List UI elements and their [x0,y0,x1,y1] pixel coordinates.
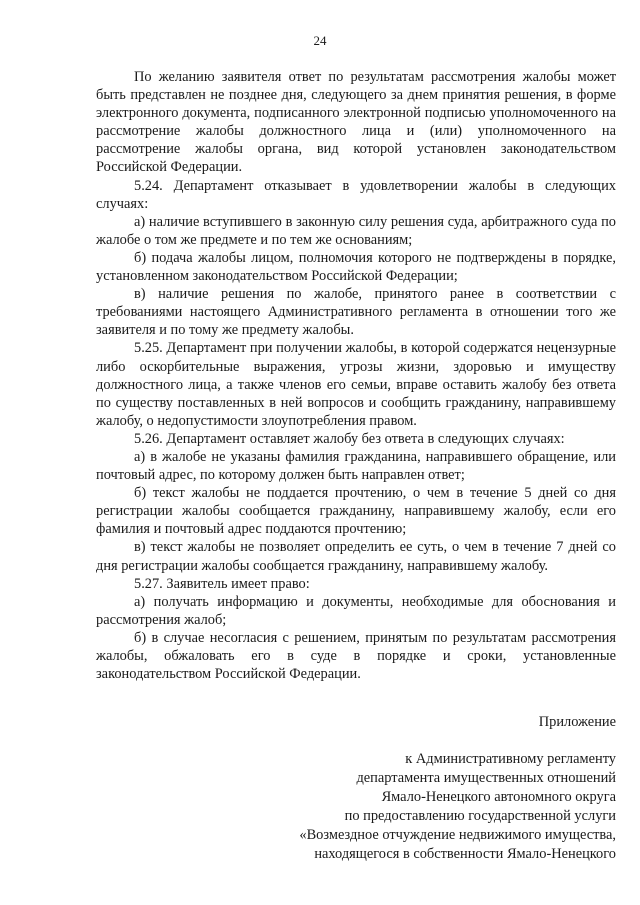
paragraph-5-24-c: в) наличие решения по жалобе, принятого ранее в соответствии с требованиями настоящего Административного регламента в отношении того же заявителя и по тому же предмету жалобы. [96,286,616,339]
paragraph-5-24-b: б) подача жалобы лицом, полномочия которого не подтверждены в порядке, установленном законодательством Российской Федерации; [96,249,616,285]
appendix-line: к Административному регламенту [405,751,616,767]
appendix-title: Приложение [538,714,616,730]
paragraph-response-form: По желанию заявителя ответ по результатам рассмотрения жалобы может быть представлен не позднее дня, следующего за днем принятия решения, в форме электронного документа, подписанного электронной подписью уполномоченного на рассмотрение жалобы должностного лица и (или) уполномоченного на рассмотрение жалобы органа, вид которой установлен законодательством Российской Федерации. [96,69,616,176]
paragraph-5-27-b: б) в случае несогласия с решением, принятым по результатам рассмотрения жалобы, обжаловать его в суде в порядке и сроки, установленные законодательством Российской Федерации. [96,629,616,683]
paragraph-5-24: 5.24. Департамент отказывает в удовлетворении жалобы в следующих случаях: [96,177,616,212]
page-number: 24 [313,33,327,48]
appendix-line: «Возмездное отчуждение недвижимого имущества, [299,826,616,843]
paragraph-5-26: 5.26. Департамент оставляет жалобу без ответа в следующих случаях: [134,430,565,447]
appendix-line: департамента имущественных отношений [356,769,616,786]
appendix-line: по предоставлению государственной услуги [344,807,616,824]
paragraph-5-26-b: б) текст жалобы не поддается прочтению, о чем в течение 5 дней со дня регистрации жалобы сообщается гражданину, направившему жалобу, если его фамилия и почтовый адрес поддаются прочтению; [96,485,616,538]
appendix-line: находящегося в собственности Ямало-Ненецкого [314,845,616,862]
appendix-caption [236,750,616,863]
document-body [96,68,616,683]
paragraph-5-26-c: в) текст жалобы не позволяет определить ее суть, о чем в течение 7 дней со дня регистрации жалобы сообщается гражданину, направившему жалобу. [96,539,616,574]
paragraph-5-25: 5.25. Департамент при получении жалобы, в которой содержатся нецензурные либо оскорбительные выражения, угрозы жизни, здоровью и имуществу должностного лица, а также членов его семьи, вправе оставить жалобу без ответа по существу поставленных в ней вопросов и сообщить гражданину, направившему жалобу, о недопустимости злоупотребления правом. [96,340,616,429]
paragraph-5-27-a: а) получать информацию и документы, необходимые для обоснования и рассмотрения жалоб; [96,593,616,628]
paragraph-5-24-a: а) наличие вступившего в законную силу решения суда, арбитражного суда по жалобе о том же предмете и по тем же основаниям; [96,213,616,248]
paragraph-5-27: 5.27. Заявитель имеет право: [134,575,310,592]
appendix-line: Ямало-Ненецкого автономного округа [381,788,616,805]
paragraph-5-26-a: а) в жалобе не указаны фамилия гражданина, направившего обращение, или почтовый адрес, по которому должен быть направлен ответ; [96,448,616,484]
